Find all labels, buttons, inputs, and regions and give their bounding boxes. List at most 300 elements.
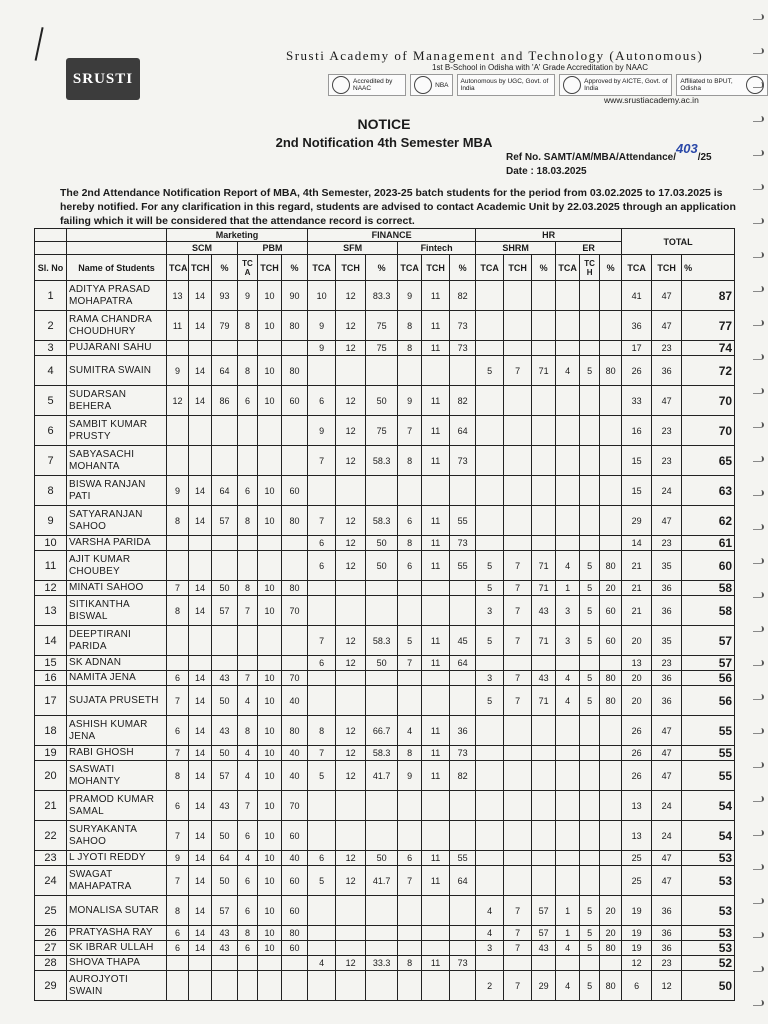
row-sl: 17 bbox=[35, 686, 67, 716]
col-scm-tca: TCA bbox=[167, 255, 189, 281]
attendance-cell: 12 bbox=[336, 761, 366, 791]
total-percent: 70 bbox=[682, 386, 735, 416]
total-percent: 54 bbox=[682, 791, 735, 821]
attendance-cell: 14 bbox=[189, 311, 212, 341]
attendance-cell: 10 bbox=[258, 281, 282, 311]
attendance-cell bbox=[422, 686, 450, 716]
attendance-cell bbox=[398, 896, 422, 926]
attendance-cell: 7 bbox=[504, 581, 532, 596]
attendance-cell: 12 bbox=[167, 386, 189, 416]
attendance-cell bbox=[422, 581, 450, 596]
attendance-cell: 50 bbox=[212, 686, 238, 716]
total-percent: 55 bbox=[682, 746, 735, 761]
attendance-cell bbox=[504, 656, 532, 671]
row-sl: 18 bbox=[35, 716, 67, 746]
attendance-cell: 4 bbox=[556, 671, 580, 686]
col-shrm-tca: TCA bbox=[476, 255, 504, 281]
attendance-cell: 57 bbox=[212, 896, 238, 926]
attendance-cell bbox=[532, 956, 556, 971]
attendance-cell bbox=[167, 626, 189, 656]
attendance-cell: 7 bbox=[504, 896, 532, 926]
attendance-cell: 7 bbox=[308, 626, 336, 656]
total-percent: 53 bbox=[682, 896, 735, 926]
attendance-cell bbox=[580, 506, 600, 536]
attendance-cell bbox=[308, 671, 336, 686]
binding-ring bbox=[753, 558, 764, 564]
attendance-cell: 29 bbox=[532, 971, 556, 1001]
binding-ring bbox=[753, 830, 764, 836]
attendance-cell: 7 bbox=[167, 686, 189, 716]
attendance-cell: 7 bbox=[167, 821, 189, 851]
total-tch: 23 bbox=[652, 956, 682, 971]
attendance-cell: 11 bbox=[422, 866, 450, 896]
attendance-cell bbox=[450, 896, 476, 926]
attendance-cell bbox=[366, 686, 398, 716]
attendance-cell bbox=[366, 791, 398, 821]
attendance-cell: 12 bbox=[336, 341, 366, 356]
attendance-cell bbox=[580, 476, 600, 506]
attendance-cell: 5 bbox=[476, 686, 504, 716]
attendance-cell: 5 bbox=[580, 971, 600, 1001]
total-tca: 26 bbox=[622, 761, 652, 791]
attendance-cell: 73 bbox=[450, 341, 476, 356]
student-name: DEEPTIRANI PARIDA bbox=[67, 626, 167, 656]
attendance-cell: 14 bbox=[189, 866, 212, 896]
accreditation-aicte: Approved by AICTE, Govt. of India bbox=[559, 74, 672, 96]
attendance-cell bbox=[336, 356, 366, 386]
attendance-cell bbox=[532, 536, 556, 551]
attendance-cell: 5 bbox=[580, 896, 600, 926]
total-tca: 21 bbox=[622, 551, 652, 581]
attendance-cell: 14 bbox=[189, 746, 212, 761]
attendance-cell bbox=[532, 821, 556, 851]
attendance-cell: 7 bbox=[398, 866, 422, 896]
attendance-cell bbox=[532, 866, 556, 896]
student-name: PRATYASHA RAY bbox=[67, 926, 167, 941]
attendance-cell: 11 bbox=[422, 536, 450, 551]
attendance-cell: 4 bbox=[238, 851, 258, 866]
attendance-cell: 6 bbox=[167, 791, 189, 821]
attendance-cell bbox=[600, 341, 622, 356]
binding-ring bbox=[753, 626, 764, 632]
attendance-cell: 4 bbox=[556, 941, 580, 956]
attendance-cell bbox=[476, 476, 504, 506]
attendance-cell: 10 bbox=[258, 761, 282, 791]
attendance-cell bbox=[600, 656, 622, 671]
attendance-cell bbox=[600, 446, 622, 476]
total-tch: 47 bbox=[652, 761, 682, 791]
attendance-cell: 11 bbox=[422, 956, 450, 971]
attendance-cell bbox=[556, 386, 580, 416]
attendance-cell bbox=[366, 971, 398, 1001]
binding-ring bbox=[753, 422, 764, 428]
total-tch: 36 bbox=[652, 596, 682, 626]
attendance-table bbox=[34, 228, 735, 1001]
table-row bbox=[35, 926, 735, 941]
row-sl: 4 bbox=[35, 356, 67, 386]
attendance-cell: 5 bbox=[580, 926, 600, 941]
attendance-cell bbox=[189, 626, 212, 656]
attendance-cell: 4 bbox=[556, 686, 580, 716]
attendance-cell: 12 bbox=[336, 866, 366, 896]
attendance-cell bbox=[580, 746, 600, 761]
attendance-cell: 7 bbox=[398, 656, 422, 671]
total-tca: 21 bbox=[622, 596, 652, 626]
total-tca: 13 bbox=[622, 791, 652, 821]
attendance-cell bbox=[476, 656, 504, 671]
attendance-cell: 12 bbox=[336, 416, 366, 446]
student-name: MONALISA SUTAR bbox=[67, 896, 167, 926]
total-tca: 41 bbox=[622, 281, 652, 311]
attendance-cell: 60 bbox=[282, 476, 308, 506]
attendance-cell: 50 bbox=[212, 581, 238, 596]
group-hr: HR bbox=[476, 229, 622, 242]
total-tca: 20 bbox=[622, 626, 652, 656]
row-sl: 23 bbox=[35, 851, 67, 866]
attendance-cell bbox=[476, 341, 504, 356]
subject-sfm: SFM bbox=[308, 242, 398, 255]
attendance-rows bbox=[35, 281, 735, 1001]
attendance-cell bbox=[336, 791, 366, 821]
attendance-cell: 58.3 bbox=[366, 506, 398, 536]
row-sl: 12 bbox=[35, 581, 67, 596]
attendance-cell: 8 bbox=[167, 761, 189, 791]
attendance-cell: 82 bbox=[450, 761, 476, 791]
attendance-cell: 57 bbox=[532, 896, 556, 926]
attendance-cell: 5 bbox=[398, 626, 422, 656]
attendance-cell bbox=[398, 596, 422, 626]
total-tca: 25 bbox=[622, 866, 652, 896]
attendance-cell: 12 bbox=[336, 536, 366, 551]
attendance-cell: 58.3 bbox=[366, 446, 398, 476]
attendance-cell bbox=[450, 356, 476, 386]
total-tch: 23 bbox=[652, 341, 682, 356]
subject-fintech: Fintech bbox=[398, 242, 476, 255]
attendance-cell bbox=[366, 581, 398, 596]
attendance-cell bbox=[398, 671, 422, 686]
attendance-cell bbox=[450, 926, 476, 941]
attendance-cell: 10 bbox=[258, 581, 282, 596]
table-row bbox=[35, 356, 735, 386]
attendance-cell bbox=[258, 626, 282, 656]
total-tca: 6 bbox=[622, 971, 652, 1001]
col-total-tca: TCA bbox=[622, 255, 652, 281]
col-sfm-tca: TCA bbox=[308, 255, 336, 281]
attendance-cell bbox=[600, 791, 622, 821]
attendance-cell bbox=[532, 281, 556, 311]
attendance-cell: 82 bbox=[450, 386, 476, 416]
attendance-cell bbox=[308, 476, 336, 506]
attendance-cell bbox=[580, 656, 600, 671]
attendance-cell: 50 bbox=[366, 386, 398, 416]
attendance-cell bbox=[167, 551, 189, 581]
attendance-cell: 12 bbox=[336, 716, 366, 746]
attendance-cell: 14 bbox=[189, 896, 212, 926]
total-tca: 29 bbox=[622, 506, 652, 536]
student-name: BISWA RANJAN PATI bbox=[67, 476, 167, 506]
attendance-cell: 4 bbox=[308, 956, 336, 971]
institution-tagline: 1st B-School in Odisha with 'A' Grade Accreditation by NAAC bbox=[432, 63, 649, 72]
attendance-cell: 9 bbox=[167, 356, 189, 386]
attendance-cell: 14 bbox=[189, 761, 212, 791]
attendance-cell bbox=[450, 671, 476, 686]
subject-scm: SCM bbox=[167, 242, 238, 255]
attendance-cell bbox=[238, 656, 258, 671]
total-percent: 57 bbox=[682, 656, 735, 671]
attendance-cell bbox=[532, 311, 556, 341]
row-sl: 14 bbox=[35, 626, 67, 656]
attendance-cell bbox=[366, 596, 398, 626]
attendance-cell: 9 bbox=[398, 281, 422, 311]
attendance-cell bbox=[189, 656, 212, 671]
attendance-cell: 10 bbox=[258, 851, 282, 866]
attendance-cell bbox=[366, 356, 398, 386]
attendance-cell: 80 bbox=[282, 311, 308, 341]
attendance-cell: 5 bbox=[580, 551, 600, 581]
attendance-cell bbox=[398, 941, 422, 956]
row-sl: 6 bbox=[35, 416, 67, 446]
total-percent: 77 bbox=[682, 311, 735, 341]
binding-ring bbox=[753, 286, 764, 292]
attendance-cell: 4 bbox=[398, 716, 422, 746]
total-percent: 74 bbox=[682, 341, 735, 356]
student-name: RAMA CHANDRA CHOUDHURY bbox=[67, 311, 167, 341]
attendance-cell: 75 bbox=[366, 416, 398, 446]
attendance-cell bbox=[600, 716, 622, 746]
col-scm-pct: % bbox=[212, 255, 238, 281]
student-name: SK IBRAR ULLAH bbox=[67, 941, 167, 956]
group-total: TOTAL bbox=[622, 229, 735, 255]
attendance-cell: 14 bbox=[189, 356, 212, 386]
row-sl: 19 bbox=[35, 746, 67, 761]
attendance-cell: 58.3 bbox=[366, 626, 398, 656]
table-row bbox=[35, 761, 735, 791]
attendance-cell bbox=[532, 416, 556, 446]
attendance-cell: 12 bbox=[336, 386, 366, 416]
attendance-cell: 13 bbox=[167, 281, 189, 311]
total-tca: 12 bbox=[622, 956, 652, 971]
attendance-cell bbox=[422, 971, 450, 1001]
accreditation-ugc: Autonomous by UGC, Govt. of India bbox=[457, 74, 556, 96]
attendance-cell: 12 bbox=[336, 551, 366, 581]
attendance-cell: 7 bbox=[308, 446, 336, 476]
attendance-cell bbox=[336, 476, 366, 506]
attendance-cell bbox=[212, 971, 238, 1001]
total-tch: 36 bbox=[652, 686, 682, 716]
row-sl: 10 bbox=[35, 536, 67, 551]
binding-ring bbox=[753, 694, 764, 700]
attendance-cell bbox=[580, 536, 600, 551]
col-er-tca: TCA bbox=[556, 255, 580, 281]
binding-ring bbox=[753, 82, 764, 88]
student-name: SABYASACHI MOHANTA bbox=[67, 446, 167, 476]
attendance-cell: 6 bbox=[238, 941, 258, 956]
attendance-cell: 8 bbox=[238, 506, 258, 536]
student-name: ASHISH KUMAR JENA bbox=[67, 716, 167, 746]
attendance-cell: 10 bbox=[308, 281, 336, 311]
attendance-cell: 7 bbox=[504, 551, 532, 581]
attendance-cell bbox=[532, 791, 556, 821]
attendance-cell: 57 bbox=[212, 506, 238, 536]
attendance-cell: 7 bbox=[167, 746, 189, 761]
attendance-cell: 70 bbox=[282, 671, 308, 686]
total-tca: 13 bbox=[622, 656, 652, 671]
attendance-cell bbox=[450, 476, 476, 506]
attendance-cell: 6 bbox=[308, 386, 336, 416]
attendance-cell: 9 bbox=[308, 311, 336, 341]
attendance-cell bbox=[556, 716, 580, 746]
attendance-cell bbox=[450, 686, 476, 716]
attendance-cell: 36 bbox=[450, 716, 476, 746]
attendance-cell bbox=[532, 761, 556, 791]
attendance-cell bbox=[189, 956, 212, 971]
attendance-cell bbox=[167, 956, 189, 971]
attendance-cell: 3 bbox=[556, 596, 580, 626]
attendance-cell: 8 bbox=[308, 716, 336, 746]
binding-ring bbox=[753, 252, 764, 258]
table-row bbox=[35, 956, 735, 971]
total-percent: 50 bbox=[682, 971, 735, 1001]
attendance-cell: 40 bbox=[282, 761, 308, 791]
attendance-cell bbox=[450, 971, 476, 1001]
total-tca: 26 bbox=[622, 356, 652, 386]
attendance-cell bbox=[336, 581, 366, 596]
attendance-cell bbox=[600, 386, 622, 416]
attendance-cell: 60 bbox=[282, 386, 308, 416]
attendance-cell: 11 bbox=[422, 626, 450, 656]
attendance-cell: 10 bbox=[258, 791, 282, 821]
col-shrm-pct: % bbox=[532, 255, 556, 281]
attendance-cell: 64 bbox=[212, 851, 238, 866]
attendance-cell bbox=[212, 446, 238, 476]
attendance-cell bbox=[336, 896, 366, 926]
attendance-cell bbox=[556, 281, 580, 311]
attendance-cell: 43 bbox=[212, 671, 238, 686]
attendance-cell bbox=[422, 476, 450, 506]
attendance-cell: 7 bbox=[504, 971, 532, 1001]
col-er-pct: % bbox=[600, 255, 622, 281]
attendance-cell bbox=[189, 551, 212, 581]
attendance-cell: 11 bbox=[422, 311, 450, 341]
attendance-cell bbox=[504, 416, 532, 446]
total-tca: 33 bbox=[622, 386, 652, 416]
attendance-cell bbox=[532, 656, 556, 671]
attendance-cell bbox=[504, 956, 532, 971]
attendance-cell: 9 bbox=[398, 386, 422, 416]
attendance-cell: 14 bbox=[189, 581, 212, 596]
table-row bbox=[35, 581, 735, 596]
attendance-cell bbox=[308, 941, 336, 956]
attendance-cell bbox=[580, 446, 600, 476]
attendance-cell bbox=[238, 551, 258, 581]
attendance-cell: 1 bbox=[556, 581, 580, 596]
attendance-cell bbox=[398, 971, 422, 1001]
attendance-cell: 5 bbox=[580, 356, 600, 386]
attendance-cell bbox=[398, 926, 422, 941]
attendance-cell: 7 bbox=[238, 596, 258, 626]
attendance-cell bbox=[556, 656, 580, 671]
subject-pbm: PBM bbox=[238, 242, 308, 255]
attendance-cell bbox=[422, 941, 450, 956]
attendance-cell: 12 bbox=[336, 446, 366, 476]
attendance-cell: 80 bbox=[282, 581, 308, 596]
attendance-cell: 7 bbox=[504, 596, 532, 626]
attendance-cell: 57 bbox=[532, 926, 556, 941]
total-tch: 12 bbox=[652, 971, 682, 1001]
row-sl: 1 bbox=[35, 281, 67, 311]
total-tch: 47 bbox=[652, 716, 682, 746]
table-row bbox=[35, 506, 735, 536]
attendance-cell bbox=[580, 761, 600, 791]
attendance-cell: 2 bbox=[476, 971, 504, 1001]
attendance-cell: 4 bbox=[556, 356, 580, 386]
attendance-cell: 9 bbox=[238, 281, 258, 311]
attendance-cell: 10 bbox=[258, 476, 282, 506]
table-row bbox=[35, 716, 735, 746]
attendance-cell bbox=[422, 596, 450, 626]
attendance-cell: 50 bbox=[212, 746, 238, 761]
total-percent: 55 bbox=[682, 761, 735, 791]
attendance-cell bbox=[282, 551, 308, 581]
attendance-cell: 7 bbox=[504, 926, 532, 941]
attendance-cell bbox=[580, 956, 600, 971]
table-row bbox=[35, 866, 735, 896]
attendance-cell bbox=[600, 956, 622, 971]
attendance-cell bbox=[422, 356, 450, 386]
attendance-cell bbox=[580, 866, 600, 896]
attendance-cell: 43 bbox=[212, 926, 238, 941]
attendance-cell: 43 bbox=[212, 791, 238, 821]
attendance-cell bbox=[504, 536, 532, 551]
attendance-cell bbox=[167, 341, 189, 356]
student-name: RABI GHOSH bbox=[67, 746, 167, 761]
total-percent: 56 bbox=[682, 686, 735, 716]
attendance-cell bbox=[238, 971, 258, 1001]
total-percent: 70 bbox=[682, 416, 735, 446]
student-name: VARSHA PARIDA bbox=[67, 536, 167, 551]
attendance-cell: 80 bbox=[600, 686, 622, 716]
row-sl: 22 bbox=[35, 821, 67, 851]
total-tch: 35 bbox=[652, 551, 682, 581]
notice-title: NOTICE bbox=[357, 116, 411, 132]
binding-ring bbox=[753, 660, 764, 666]
attendance-cell bbox=[532, 746, 556, 761]
table-row bbox=[35, 791, 735, 821]
attendance-cell bbox=[580, 821, 600, 851]
binding-ring bbox=[753, 354, 764, 360]
attendance-cell bbox=[336, 596, 366, 626]
attendance-cell bbox=[532, 851, 556, 866]
attendance-cell bbox=[600, 506, 622, 536]
attendance-cell bbox=[336, 671, 366, 686]
attendance-cell bbox=[580, 341, 600, 356]
attendance-cell: 86 bbox=[212, 386, 238, 416]
attendance-cell bbox=[258, 341, 282, 356]
attendance-cell: 80 bbox=[282, 716, 308, 746]
table-row bbox=[35, 281, 735, 311]
attendance-cell bbox=[258, 956, 282, 971]
accreditation-naac: Accredited by NAAC bbox=[328, 74, 406, 96]
attendance-cell bbox=[600, 311, 622, 341]
attendance-cell: 4 bbox=[238, 761, 258, 791]
student-name: MINATI SAHOO bbox=[67, 581, 167, 596]
attendance-cell bbox=[308, 791, 336, 821]
binding-ring bbox=[753, 524, 764, 530]
attendance-cell: 7 bbox=[238, 671, 258, 686]
attendance-cell bbox=[258, 551, 282, 581]
attendance-cell bbox=[398, 581, 422, 596]
logo-text: SRUSTI bbox=[72, 70, 134, 87]
